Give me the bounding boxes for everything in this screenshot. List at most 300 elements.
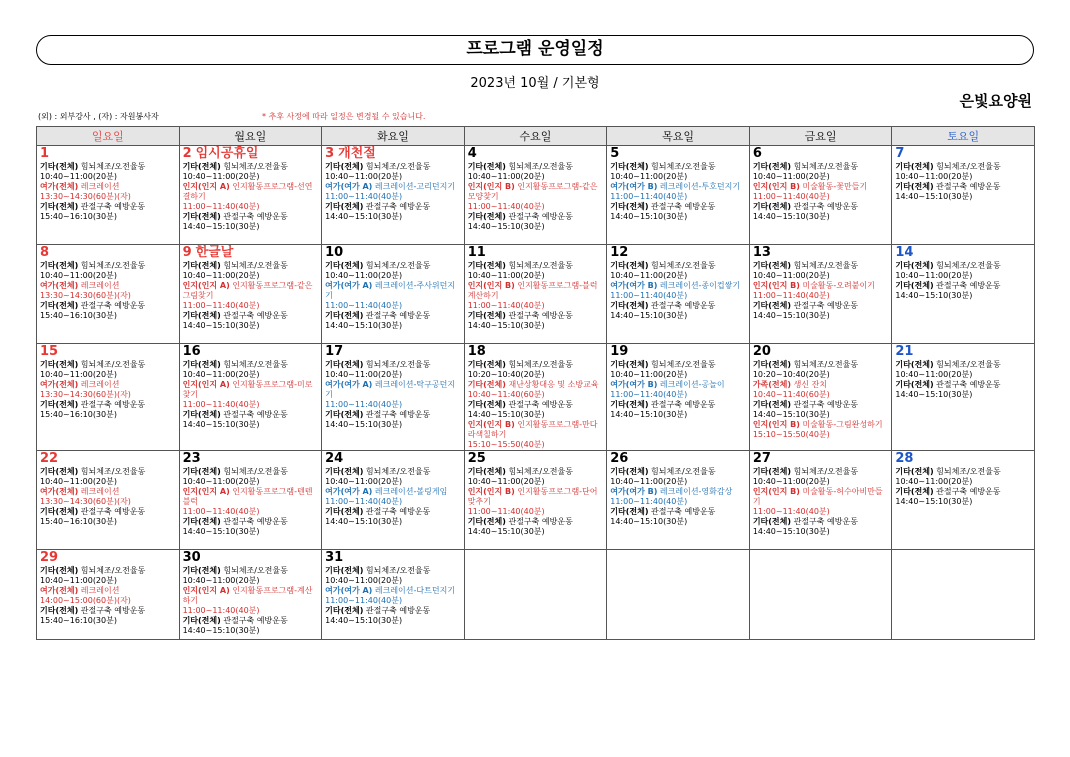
day-header — [325, 452, 462, 467]
schedule-line — [40, 271, 177, 281]
day-number: 8 — [40, 245, 50, 260]
activity-category: 기타(전체) — [895, 281, 934, 290]
calendar-day-cell — [892, 146, 1035, 245]
calendar-day-cell — [322, 245, 465, 344]
schedule-line — [183, 606, 320, 616]
activity-category: 인지(인지 B) — [467, 182, 515, 191]
activity-time: 14:40~15:10(30분) — [610, 517, 688, 526]
activity-category: 기타(전체) — [752, 162, 792, 171]
day-header — [895, 345, 1032, 360]
activity-name: 관절구축 예방운동 — [508, 400, 573, 409]
calendar-day-cell — [322, 451, 465, 550]
activity-time: 11:00~11:40(40분) — [325, 596, 403, 605]
activity-category: 기타(전체) — [752, 467, 792, 476]
day-number: 29 — [40, 550, 59, 565]
schedule-line — [468, 281, 605, 301]
activity-name: 미술활동-오려붙이기 — [802, 281, 875, 290]
schedule-line — [183, 271, 320, 281]
schedule-line — [895, 497, 1032, 507]
activity-time: 10:40~11:00(20분) — [325, 576, 403, 585]
activity-time: 10:40~11:00(20분) — [182, 370, 260, 379]
schedule-line — [468, 410, 605, 420]
schedule-line — [610, 370, 747, 380]
activity-category: 기타(전체) — [182, 311, 221, 320]
activity-time: 14:00~15:00(60분)(자) — [40, 596, 131, 605]
day-header — [610, 246, 747, 261]
activity-category: 기타(전체) — [325, 566, 364, 575]
schedule-line — [183, 202, 320, 212]
schedule-line — [325, 281, 462, 301]
schedule-line — [40, 566, 177, 576]
schedule-line — [183, 321, 320, 331]
schedule-line — [895, 380, 1032, 390]
activity-category: 기타(전체) — [182, 360, 221, 369]
activity-name: 인지활동프로그램-만다라색칠하기 — [467, 420, 598, 439]
calendar-day-cell — [179, 245, 322, 344]
activity-category: 기타(전체) — [752, 517, 792, 526]
activity-category: 기타(전체) — [40, 467, 79, 476]
schedule-line — [40, 281, 177, 291]
day-number: 3 — [325, 146, 335, 161]
activity-name: 관절구축 예방운동 — [936, 281, 1001, 290]
schedule-line — [325, 311, 462, 321]
activity-category: 기타(전체) — [40, 301, 79, 310]
activity-name: 힘뇌체조/오전율동 — [793, 360, 859, 369]
activity-time: 10:40~11:00(20분) — [40, 172, 117, 181]
weekday-fri: 금요일 — [749, 127, 892, 146]
activity-category: 인지(인지 B) — [752, 182, 800, 191]
activity-name: 레크레이션-종이컵쌓기 — [659, 281, 741, 290]
calendar-day-cell — [37, 451, 180, 550]
activity-time: 14:40~15:10(30분) — [895, 390, 973, 399]
schedule-line — [468, 370, 605, 380]
activity-name: 힘뇌체조/오전율동 — [936, 261, 1001, 270]
activity-name: 관절구축 예방운동 — [651, 301, 716, 310]
activity-category: 여가(여가 A) — [325, 586, 373, 595]
activity-time: 10:40~11:00(20분) — [467, 172, 545, 181]
activity-name: 레크레이션 — [80, 182, 120, 191]
activity-time: 11:00~11:40(40분) — [325, 192, 403, 201]
activity-category: 여가(전체) — [40, 281, 79, 290]
activity-category: 기타(전체) — [325, 162, 364, 171]
day-number: 30 — [182, 550, 201, 565]
activity-category: 여가(여가 A) — [325, 182, 373, 191]
activity-category: 기타(전체) — [40, 606, 79, 615]
activity-time: 15:40~16:10(30분) — [40, 616, 117, 625]
activity-category: 여가(여가 B) — [610, 182, 658, 191]
activity-category: 기타(전체) — [40, 261, 79, 270]
activity-name: 관절구축 예방운동 — [223, 410, 288, 419]
activity-time: 10:40~11:00(20분) — [40, 271, 117, 280]
activity-name: 힘뇌체조/오전율동 — [80, 360, 146, 369]
activity-category: 기타(전체) — [752, 360, 792, 369]
schedule-line — [183, 517, 320, 527]
activity-time: 10:40~11:00(20분) — [40, 576, 117, 585]
activity-category: 기타(전체) — [182, 566, 221, 575]
calendar-day-cell — [749, 451, 892, 550]
schedule-line — [753, 360, 890, 370]
schedule-line — [183, 586, 320, 606]
schedule-line — [40, 202, 177, 212]
activity-category: 기타(전체) — [467, 162, 506, 171]
activity-name: 인지활동프로그램-텐텐블럭 — [182, 487, 313, 506]
schedule-line — [40, 370, 177, 380]
day-header — [895, 246, 1032, 261]
activity-category: 기타(전체) — [895, 380, 934, 389]
activity-time: 14:40~15:10(30분) — [325, 517, 403, 526]
activity-name: 관절구축 예방운동 — [651, 202, 716, 211]
activity-time: 11:00~11:40(40분) — [325, 497, 403, 506]
day-header — [325, 345, 462, 360]
day-header — [753, 246, 890, 261]
activity-category: 기타(전체) — [325, 360, 364, 369]
activity-time: 15:10~15:50(40분) — [467, 440, 545, 449]
activity-time: 11:00~11:40(40분) — [752, 291, 830, 300]
calendar-day-cell — [892, 550, 1035, 640]
schedule-line — [610, 182, 747, 192]
day-header — [40, 345, 177, 360]
activity-time: 10:40~11:00(20분) — [325, 477, 403, 486]
schedule-line — [753, 182, 890, 192]
schedule-line — [753, 281, 890, 291]
schedule-line — [325, 477, 462, 487]
activity-time: 10:40~11:40(60분) — [467, 390, 545, 399]
activity-name: 힘뇌체조/오전율동 — [223, 467, 288, 476]
day-number: 5 — [610, 146, 620, 161]
activity-name: 힘뇌체조/오전율동 — [365, 360, 431, 369]
day-header — [610, 345, 747, 360]
activity-time: 10:40~11:00(20분) — [40, 477, 117, 486]
activity-name: 관절구축 예방운동 — [651, 400, 716, 409]
day-number: 17 — [325, 344, 344, 359]
schedule-line — [610, 360, 747, 370]
day-header — [895, 452, 1032, 467]
activity-time: 15:40~16:10(30분) — [40, 311, 117, 320]
calendar-day-cell — [179, 146, 322, 245]
activity-time: 10:40~11:00(20분) — [325, 370, 403, 379]
activity-time: 14:40~15:10(30분) — [325, 212, 403, 221]
schedule-line — [468, 440, 605, 450]
day-header — [753, 345, 890, 360]
activity-time: 14:40~15:10(30분) — [182, 420, 260, 429]
legend-note: (외) : 외부강사 , (자) : 자원봉사자 — [38, 112, 159, 121]
schedule-line — [325, 467, 462, 477]
day-header — [40, 551, 177, 566]
schedule-line — [183, 487, 320, 507]
activity-time: 14:40~15:10(30분) — [325, 420, 403, 429]
activity-category: 기타(전체) — [182, 616, 221, 625]
activity-category: 기타(전체) — [182, 410, 221, 419]
schedule-line — [183, 566, 320, 576]
schedule-line — [468, 390, 605, 400]
activity-time: 11:00~11:40(40분) — [467, 301, 545, 310]
schedule-line — [183, 420, 320, 430]
schedule-line — [183, 410, 320, 420]
schedule-line — [753, 400, 890, 410]
activity-time: 10:40~11:00(20분) — [182, 172, 260, 181]
activity-category: 기타(전체) — [895, 487, 934, 496]
activity-time: 10:40~11:00(20분) — [40, 370, 117, 379]
schedule-line — [325, 410, 462, 420]
schedule-line — [325, 606, 462, 616]
activity-name: 관절구축 예방운동 — [508, 212, 573, 221]
calendar-day-cell — [607, 344, 750, 451]
calendar-day-cell — [464, 245, 607, 344]
schedule-line — [183, 301, 320, 311]
activity-name: 관절구축 예방운동 — [793, 517, 858, 526]
schedule-line — [610, 477, 747, 487]
schedule-line — [895, 477, 1032, 487]
day-number: 31 — [325, 550, 344, 565]
activity-time: 14:40~15:10(30분) — [610, 311, 688, 320]
schedule-line — [895, 370, 1032, 380]
day-number: 19 — [610, 344, 629, 359]
activity-time: 14:40~15:10(30분) — [325, 321, 403, 330]
activity-category: 기타(전체) — [610, 202, 649, 211]
activity-name: 관절구축 예방운동 — [508, 517, 573, 526]
day-header — [183, 551, 320, 566]
activity-category: 기타(전체) — [895, 467, 934, 476]
activity-category: 기타(전체) — [467, 311, 506, 320]
activity-time: 10:40~11:00(20분) — [182, 271, 260, 280]
organization-name: 은빛요양원 — [959, 92, 1032, 110]
schedule-line — [610, 400, 747, 410]
schedule-line — [468, 487, 605, 507]
schedule-line — [40, 410, 177, 420]
day-header — [468, 147, 605, 162]
activity-time: 10:40~11:00(20분) — [467, 271, 545, 280]
activity-name: 힘뇌체조/오전율동 — [80, 467, 146, 476]
activity-category: 기타(전체) — [610, 301, 649, 310]
schedule-line — [753, 212, 890, 222]
schedule-line — [183, 311, 320, 321]
activity-name: 힘뇌체조/오전율동 — [508, 467, 573, 476]
schedule-line — [183, 467, 320, 477]
activity-name: 힘뇌체조/오전율동 — [223, 261, 288, 270]
schedule-line — [40, 467, 177, 477]
day-number: 2 — [182, 146, 192, 161]
schedule-line — [325, 360, 462, 370]
activity-time: 10:40~11:40(60분) — [752, 390, 830, 399]
schedule-line — [325, 321, 462, 331]
day-number: 10 — [325, 245, 344, 260]
activity-category: 기타(전체) — [752, 261, 792, 270]
schedule-line — [895, 467, 1032, 477]
schedule-line — [895, 172, 1032, 182]
activity-time: 14:40~15:10(30분) — [182, 527, 260, 536]
activity-name: 미술활동-그림완성하기 — [802, 420, 883, 429]
weekday-mon: 월요일 — [179, 127, 322, 146]
calendar-day-cell — [322, 146, 465, 245]
activity-name: 관절구축 예방운동 — [793, 301, 858, 310]
activity-category: 기타(전체) — [182, 162, 221, 171]
activity-time: 14:40~15:10(30분) — [752, 311, 830, 320]
activity-name: 관절구축 예방운동 — [793, 400, 858, 409]
activity-time: 14:40~15:10(30분) — [895, 497, 973, 506]
schedule-line — [753, 390, 890, 400]
activity-time: 15:40~16:10(30분) — [40, 212, 117, 221]
activity-category: 기타(전체) — [467, 360, 506, 369]
schedule-line — [895, 360, 1032, 370]
activity-time: 14:40~15:10(30분) — [182, 222, 260, 231]
schedule-line — [325, 596, 462, 606]
activity-name: 레크레이션-영화감상 — [659, 487, 733, 496]
calendar-day-cell — [37, 245, 180, 344]
schedule-line — [40, 596, 177, 606]
activity-time: 10:40~11:00(20분) — [752, 271, 830, 280]
activity-category: 인지(인지 B) — [467, 420, 515, 429]
schedule-line — [610, 172, 747, 182]
activity-time: 10:40~11:00(20분) — [610, 172, 688, 181]
activity-time: 10:40~11:00(20분) — [752, 477, 830, 486]
activity-name: 미술활동-꽃만들기 — [802, 182, 868, 191]
schedule-line — [610, 507, 747, 517]
activity-time: 14:40~15:10(30분) — [610, 410, 688, 419]
activity-category: 인지(인지 B) — [752, 487, 800, 496]
calendar-day-cell — [179, 451, 322, 550]
schedule-line — [468, 182, 605, 202]
schedule-line — [325, 487, 462, 497]
schedule-line — [40, 172, 177, 182]
activity-time: 14:40~15:10(30분) — [467, 410, 545, 419]
day-number: 25 — [467, 451, 486, 466]
activity-name: 힘뇌체조/오전율동 — [793, 162, 859, 171]
activity-name: 관절구축 예방운동 — [80, 301, 146, 310]
schedule-line — [468, 400, 605, 410]
schedule-line — [468, 261, 605, 271]
schedule-line — [325, 420, 462, 430]
schedule-line — [753, 487, 890, 507]
schedule-line — [325, 380, 462, 400]
activity-name: 힘뇌체조/오전율동 — [936, 360, 1001, 369]
activity-name: 관절구축 예방운동 — [365, 606, 431, 615]
schedule-line — [753, 301, 890, 311]
activity-name: 관절구축 예방운동 — [223, 517, 288, 526]
day-header — [40, 452, 177, 467]
activity-time: 14:40~15:10(30분) — [752, 410, 830, 419]
schedule-line — [40, 390, 177, 400]
holiday-label: 개천절 — [338, 146, 376, 161]
activity-time: 13:30~14:30(60분)(자) — [40, 497, 131, 506]
activity-name: 관절구축 예방운동 — [365, 202, 431, 211]
activity-name: 힘뇌체조/오전율동 — [793, 467, 859, 476]
activity-time: 10:20~10:40(20분) — [467, 370, 545, 379]
schedule-line — [610, 261, 747, 271]
activity-time: 15:40~16:10(30분) — [40, 517, 117, 526]
calendar-week-row — [37, 550, 1035, 640]
schedule-line — [468, 507, 605, 517]
schedule-line — [40, 162, 177, 172]
schedule-line — [753, 261, 890, 271]
activity-name: 힘뇌체조/오전율동 — [223, 162, 288, 171]
activity-time: 14:40~15:10(30분) — [467, 321, 545, 330]
calendar-table — [36, 126, 1035, 640]
day-number: 4 — [467, 146, 477, 161]
schedule-line — [753, 202, 890, 212]
weekday-thu: 목요일 — [607, 127, 750, 146]
activity-name: 인지활동프로그램-계산하기 — [182, 586, 313, 605]
day-number: 15 — [40, 344, 59, 359]
schedule-line — [325, 202, 462, 212]
schedule-line — [468, 301, 605, 311]
schedule-line — [895, 291, 1032, 301]
activity-category: 인지(인지 A) — [182, 380, 230, 389]
day-number: 20 — [752, 344, 771, 359]
activity-category: 기타(전체) — [182, 212, 221, 221]
day-number: 12 — [610, 245, 629, 260]
activity-name: 관절구축 예방운동 — [80, 507, 146, 516]
schedule-line — [895, 192, 1032, 202]
day-header — [183, 452, 320, 467]
day-number: 1 — [40, 146, 50, 161]
schedule-line — [40, 507, 177, 517]
activity-time: 11:00~11:40(40분) — [467, 507, 545, 516]
activity-name: 인지활동프로그램-선연결하기 — [182, 182, 313, 201]
activity-name: 관절구축 예방운동 — [508, 311, 573, 320]
activity-time: 11:00~11:40(40분) — [182, 507, 260, 516]
activity-name: 힘뇌체조/오전율동 — [80, 261, 146, 270]
schedule-line — [325, 370, 462, 380]
activity-category: 기타(전체) — [40, 202, 79, 211]
schedule-line — [610, 517, 747, 527]
activity-category: 기타(전체) — [325, 507, 364, 516]
day-header — [468, 246, 605, 261]
activity-time: 10:40~11:00(20분) — [325, 271, 403, 280]
activity-name: 힘뇌체조/오전율동 — [936, 467, 1001, 476]
activity-time: 10:40~11:00(20분) — [610, 477, 688, 486]
day-header — [40, 147, 177, 162]
schedule-line — [610, 271, 747, 281]
activity-category: 기타(전체) — [895, 261, 934, 270]
calendar-day-cell — [892, 245, 1035, 344]
schedule-line — [183, 507, 320, 517]
schedule-line — [610, 301, 747, 311]
activity-category: 여가(여가 B) — [610, 487, 658, 496]
day-number: 11 — [467, 245, 486, 260]
activity-name: 레크레이션-주사위던지기 — [325, 281, 456, 300]
activity-category: 기타(전체) — [325, 467, 364, 476]
activity-category: 기타(전체) — [182, 467, 221, 476]
schedule-line — [610, 487, 747, 497]
activity-time: 10:40~11:00(20분) — [895, 271, 973, 280]
activity-name: 레크레이션-투호던지기 — [659, 182, 741, 191]
schedule-line — [610, 281, 747, 291]
schedule-line — [610, 380, 747, 390]
activity-name: 레크레이션 — [80, 281, 120, 290]
activity-category: 기타(전체) — [467, 261, 506, 270]
schedule-line — [40, 301, 177, 311]
schedule-line — [183, 172, 320, 182]
calendar-day-cell — [607, 550, 750, 640]
schedule-line — [40, 400, 177, 410]
activity-time: 14:40~15:10(30분) — [467, 222, 545, 231]
activity-time: 14:40~15:10(30분) — [895, 291, 973, 300]
activity-category: 기타(전체) — [325, 202, 364, 211]
day-number: 7 — [895, 146, 905, 161]
schedule-line — [468, 477, 605, 487]
schedule-line — [40, 616, 177, 626]
activity-time: 10:40~11:00(20분) — [182, 477, 260, 486]
activity-category: 기타(전체) — [40, 360, 79, 369]
schedule-line — [468, 380, 605, 390]
activity-time: 11:00~11:40(40분) — [610, 390, 688, 399]
schedule-line — [183, 400, 320, 410]
calendar-day-cell — [179, 550, 322, 640]
activity-name: 미술활동-허수아비만들기 — [752, 487, 883, 506]
activity-name: 레크레이션 — [80, 487, 120, 496]
calendar-day-cell — [749, 146, 892, 245]
day-header — [610, 452, 747, 467]
